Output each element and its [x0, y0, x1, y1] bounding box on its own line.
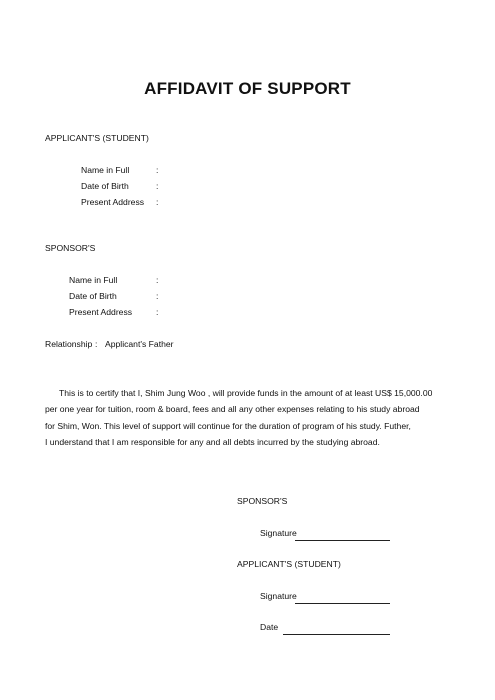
applicant-signature-label: Signature — [260, 591, 297, 601]
statement-line-4: I understand that I am responsible for any and all debts incurred by the studying abroad. — [45, 437, 380, 448]
sponsor-dob-colon: : — [156, 291, 159, 301]
sponsor-signature-line[interactable] — [295, 540, 390, 541]
applicant-address-colon: : — [156, 197, 159, 207]
applicant-address-label: Present Address — [81, 197, 145, 207]
sponsor-signature-label: Signature — [260, 528, 297, 538]
relationship-colon: : — [95, 339, 98, 349]
applicant-dob-colon: : — [156, 181, 159, 191]
statement-line-1: This is to certify that I, Shim Jung Woo , will provide funds in the amount of at least US$ 15,000.00 — [59, 388, 433, 398]
sponsor-dob-label: Date of Birth — [69, 291, 117, 301]
applicant-heading: APPLICANT'S (STUDENT) — [45, 133, 149, 143]
applicant-dob-label: Date of Birth — [81, 181, 129, 191]
relationship-label: Relationship — [45, 339, 93, 349]
applicant-signature-heading: APPLICANT'S (STUDENT) — [237, 559, 341, 569]
statement-line-2: per one year for tuition, room & board, fees and all any other expenses relating to his study abroad — [45, 404, 420, 415]
applicant-name-label: Name in Full — [81, 165, 130, 175]
page-title: AFFIDAVIT OF SUPPORT — [144, 79, 351, 98]
statement-line-3: for Shim, Won. This level of support will continue for the duration of program of his study. Futher, — [45, 420, 411, 431]
applicant-name-colon: : — [156, 165, 159, 175]
sponsor-name-label: Name in Full — [69, 275, 118, 285]
sponsor-address-label: Present Address — [69, 307, 133, 317]
relationship-value: Applicant's Father — [105, 339, 174, 349]
date-label: Date — [260, 622, 279, 632]
sponsor-name-colon: : — [156, 275, 159, 285]
sponsor-address-colon: : — [156, 307, 159, 317]
applicant-signature-line[interactable] — [295, 603, 390, 604]
statement-paragraph — [45, 385, 455, 451]
sponsor-signature-heading: SPONSOR'S — [237, 496, 288, 506]
sponsor-heading: SPONSOR'S — [45, 243, 96, 253]
date-line[interactable] — [283, 634, 390, 635]
